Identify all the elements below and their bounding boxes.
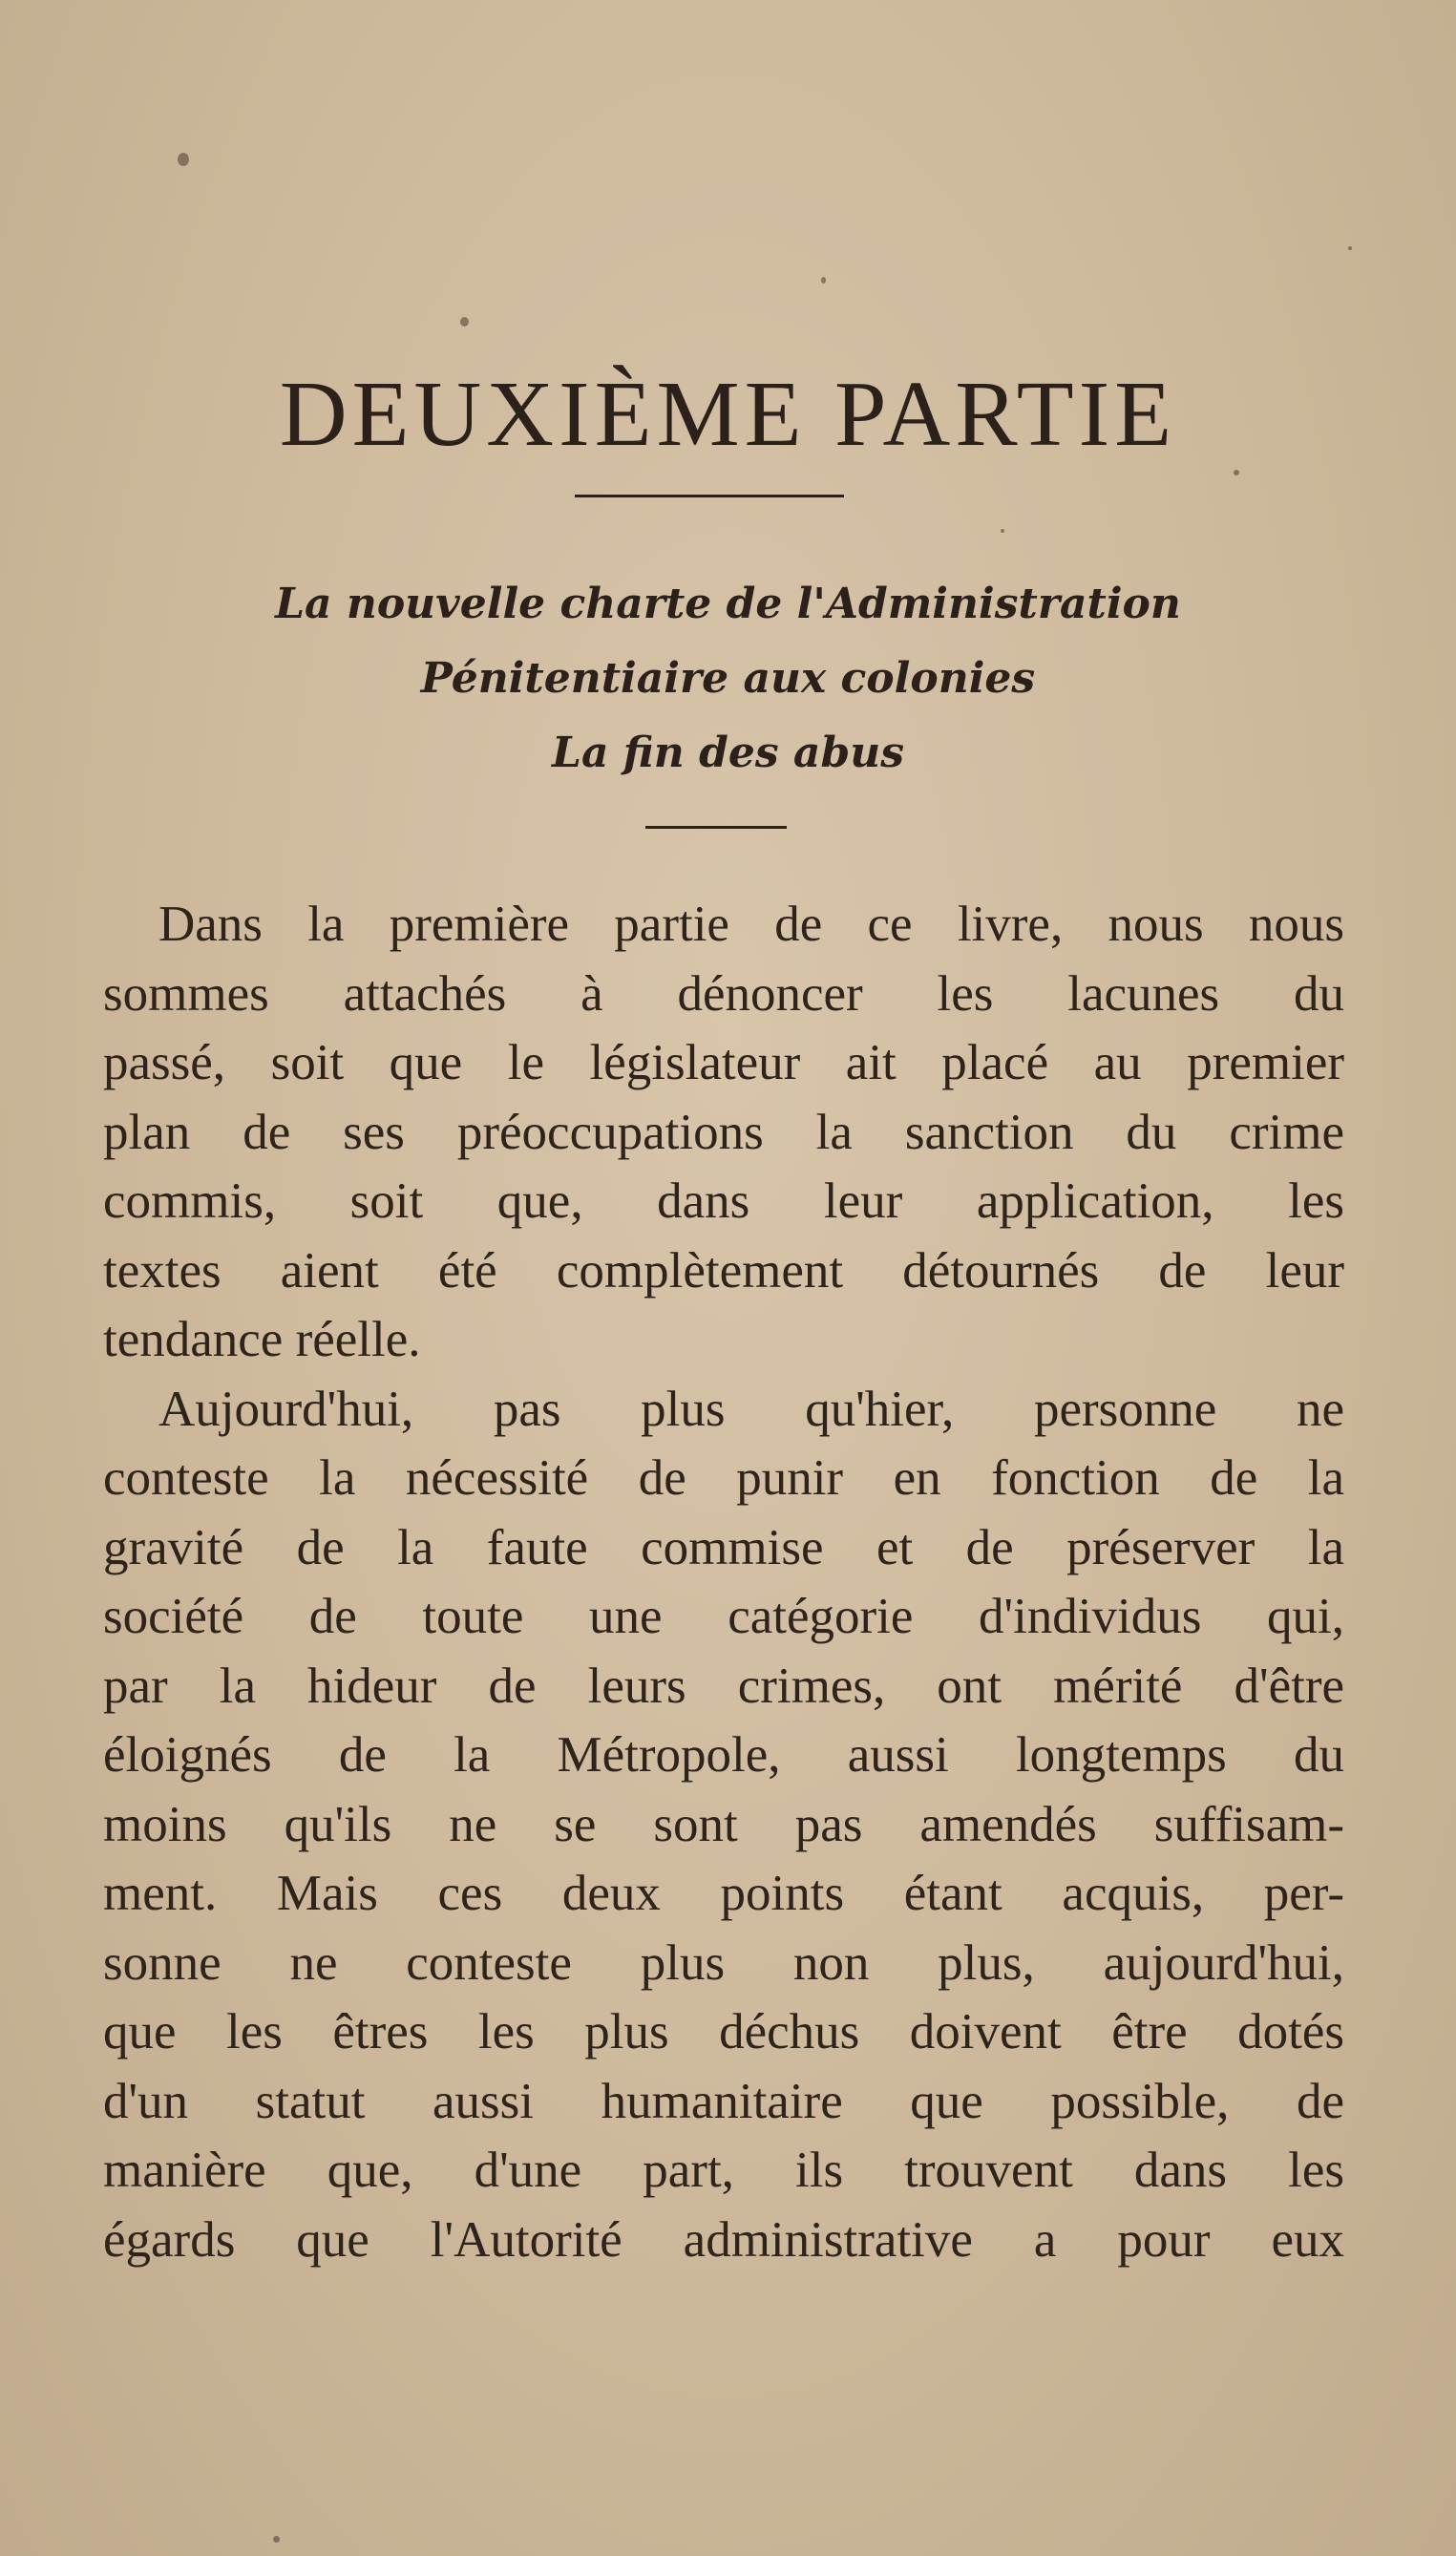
text-line: éloignés de la Métropole, aussi longtemps du xyxy=(103,1727,1344,1783)
paper-speck xyxy=(178,153,189,166)
text-line: Aujourd'hui, pas plus qu'hier, personne ne xyxy=(158,1381,1344,1437)
text-line: ment. Mais ces deux points étant acquis, per- xyxy=(103,1866,1344,1921)
text-line: moins qu'ils ne se sont pas amendés suffisam- xyxy=(103,1796,1344,1852)
paper-speck xyxy=(273,2536,280,2543)
text-line: d'un statut aussi humanitaire que possible, de xyxy=(103,2073,1344,2129)
paper-speck xyxy=(1001,529,1004,533)
text-line: manière que, d'une part, ils trouvent dans les xyxy=(103,2143,1344,2198)
subtitle-line-3: La fin des abus xyxy=(552,729,904,777)
body-text xyxy=(103,890,1344,2274)
title-divider xyxy=(575,495,844,497)
subtitle-line-1: La nouvelle charte de l'Administration xyxy=(275,580,1181,628)
paper-speck xyxy=(1348,246,1352,250)
text-line: société de toute une catégorie d'individus qui, xyxy=(103,1589,1344,1644)
text-line: plan de ses préoccupations la sanction du crime xyxy=(103,1104,1344,1160)
text-line: par la hideur de leurs crimes, ont mérité d'être xyxy=(103,1658,1344,1714)
text-line: commis, soit que, dans leur application, les xyxy=(103,1173,1344,1229)
part-title: DEUXIÈME PARTIE xyxy=(279,363,1177,466)
text-line: que les êtres les plus déchus doivent être dotés xyxy=(103,2004,1344,2060)
text-line: tendance réelle. xyxy=(103,1312,421,1367)
subtitle-divider xyxy=(645,826,787,829)
paper-speck xyxy=(821,277,826,284)
text-line: sommes attachés à dénoncer les lacunes du xyxy=(103,965,1344,1022)
text-line: égards que l'Autorité administrative a pour eux xyxy=(103,2211,1344,2268)
paper-speck xyxy=(1234,470,1239,475)
text-line: gravité de la faute commise et de préserver la xyxy=(103,1519,1344,1575)
paper-speck xyxy=(460,317,469,327)
text-line: sonne ne conteste plus non plus, aujourd'hui, xyxy=(103,1934,1344,1991)
text-line: textes aient été complètement détournés de leur xyxy=(103,1242,1344,1299)
subtitle-line-2: Pénitentiaire aux colonies xyxy=(420,654,1036,703)
text-line: conteste la nécessité de punir en fonction de la xyxy=(103,1450,1344,1506)
text-line: passé, soit que le législateur ait placé au premier xyxy=(103,1035,1344,1090)
text-line: Dans la première partie de ce livre, nous nous xyxy=(158,897,1344,952)
